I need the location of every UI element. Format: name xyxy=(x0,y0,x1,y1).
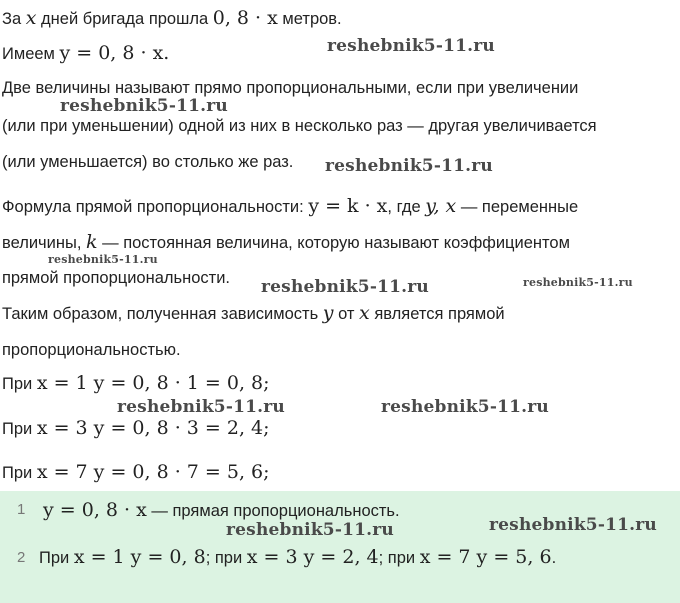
math-expression: y = 0, 8 · x xyxy=(43,499,147,521)
answer-box xyxy=(0,491,680,603)
watermark: reshebnik5-11.ru xyxy=(117,397,285,417)
math-expression: y = k · x xyxy=(308,195,388,217)
watermark: reshebnik5-11.ru xyxy=(489,515,657,535)
math-expression: x = 3 y = 0, 8 · 3 = 2, 4; xyxy=(36,417,270,439)
watermark-small: reshebnik5-11.ru xyxy=(523,276,633,289)
math-expression: x = 1 y = 0, 8 · 1 = 0, 8; xyxy=(36,372,270,394)
answer-line-1: y = 0, 8 · x — прямая пропорциональность. xyxy=(43,499,400,521)
watermark: reshebnik5-11.ru xyxy=(327,36,495,56)
math-expression: x = 7 y = 0, 8 · 7 = 5, 6; xyxy=(36,461,270,483)
answer-number-2: 2 xyxy=(17,549,26,566)
text-line-2: Имеем y = 0, 8 · x. xyxy=(2,42,170,64)
text-line-7: величины, k — постоянная величина, которую называют коэффициентом xyxy=(2,231,570,253)
watermark: reshebnik5-11.ru xyxy=(226,520,394,540)
answer-line-2: При x = 1 y = 0, 8; при x = 3 y = 2, 4; при x = 7 y = 5, 6. xyxy=(39,546,557,568)
text-line-3: Две величины называют прямо пропорциональными, если при увеличении xyxy=(2,79,579,97)
text-line-10: пропорциональностью. xyxy=(2,341,181,359)
text-line-4: (или при уменьшении) одной из них в несколько раз — другая увеличивается xyxy=(2,117,597,135)
watermark: reshebnik5-11.ru xyxy=(325,156,493,176)
text-line-8: прямой пропорциональности. xyxy=(2,269,231,287)
watermark: reshebnik5-11.ru xyxy=(381,397,549,417)
watermark: reshebnik5-11.ru xyxy=(60,96,228,116)
math-expression: y = 0, 8 · x. xyxy=(59,42,170,64)
text-line-1: За x дней бригада прошла 0, 8 · x метров. xyxy=(2,7,342,29)
text-line-11: При x = 1 y = 0, 8 · 1 = 0, 8; xyxy=(2,372,270,394)
text-line-13: При x = 7 y = 0, 8 · 7 = 5, 6; xyxy=(2,461,270,483)
watermark: reshebnik5-11.ru xyxy=(261,277,429,297)
text-line-9: Таким образом, полученная зависимость y от x является прямой xyxy=(2,302,505,324)
watermark-small: reshebnik5-11.ru xyxy=(48,253,158,266)
text-line-6: Формула прямой пропорциональности: y = k · x, где y, x — переменные xyxy=(2,195,579,217)
text-line-5: (или уменьшается) во столько же раз. xyxy=(2,153,294,171)
math-expression: 0, 8 · x xyxy=(212,7,278,29)
text-line-12: При x = 3 y = 0, 8 · 3 = 2, 4; xyxy=(2,417,270,439)
answer-number-1: 1 xyxy=(17,501,26,518)
